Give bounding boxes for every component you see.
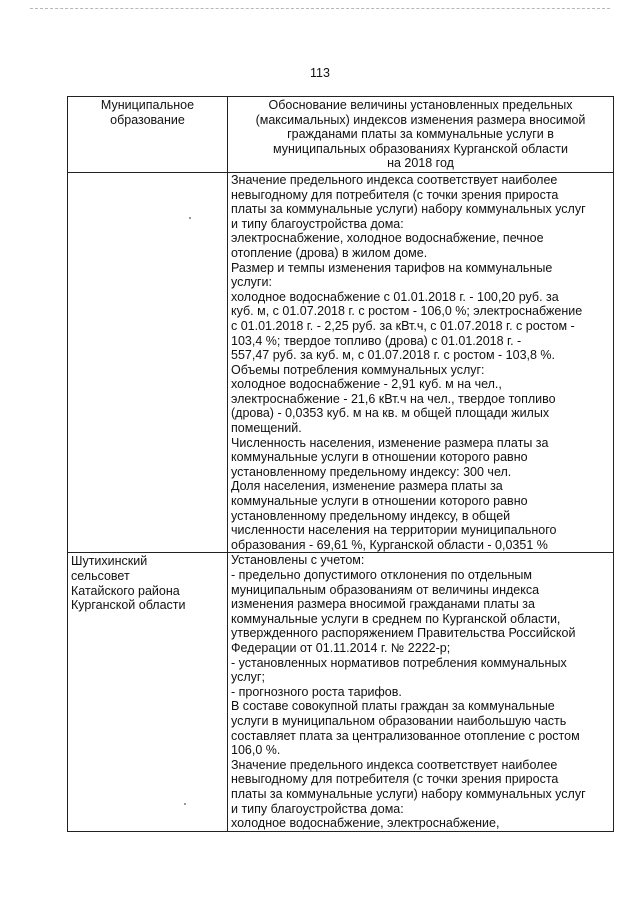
- header-justification-text: Обоснование величины установленных предельных (максимальных) индексов изменения размера вносимой гражданами платы за коммунальные услуги в муниципальных образованиях Курганской области на 2018 год: [255, 98, 586, 171]
- table-row: [68, 172, 614, 552]
- paragraph: Установлены с учетом:: [231, 553, 365, 568]
- justification-table: [67, 96, 614, 832]
- scan-speck: [184, 803, 186, 805]
- header-municipality-text: Муниципальное образование: [100, 98, 195, 127]
- header-justification: [228, 97, 614, 173]
- scan-artifact-line: [30, 8, 610, 9]
- paragraph: Размер и темпы изменения тарифов на коммунальные услуги:: [231, 260, 553, 290]
- paragraph: Численность населения, изменение размера платы за коммунальные услуги в отношении которого равно установленному предельному индексу: 300 чел.: [231, 435, 549, 479]
- paragraph: - предельно допустимого отклонения по отдельным муниципальным образованиям от величины индекса изменения размера вносимой гражданами платы за коммунальные услуги в среднем по Курганской области, утвержденного распоряжением Правительства Российской Федерации от 01.11.2014 г. № 2222-р;: [231, 568, 576, 655]
- municipality-cell: [68, 553, 228, 831]
- paragraph: холодное водоснабжение с 01.01.2018 г. - 100,20 руб. за куб. м, с 01.07.2018 г. с ростом - 106,0 %; электроснабжение с 01.01.2018 г. - 2,25 руб. за кВт.ч, с 01.07.2018 г. с ростом - 103,4 %; твердое топливо (дрова) с 01.01.2018 г. - 557,47 руб. за куб. м, с 01.07.2018 г. с ростом - 103,8 %.: [231, 289, 583, 363]
- paragraph: В составе совокупной платы граждан за коммунальные услуги в муниципальном образовании наибольшую часть составляет плата за централизованное отопление с ростом 106,0 %.: [231, 699, 580, 758]
- paragraph: - прогнозного роста тарифов.: [231, 684, 402, 699]
- paragraph: Значение предельного индекса соответствует наиболее невыгодному для потребителя (с точки зрения прироста платы за коммунальные услуги) набору коммунальных услуг и типу благоустройства дома:: [231, 757, 586, 816]
- municipality-cell: [68, 172, 228, 552]
- paragraph: Доля населения, изменение размера платы за коммунальные услуги в отношении которого равно установленному предельному индексу, в общей численности населения на территории муниципального образования - 69,61 %, Курганской области - 0,0351 %: [231, 479, 557, 552]
- municipality-name: Шутихинский сельсовет Катайского района Курганской области: [71, 554, 186, 613]
- paragraph: холодное водоснабжение, электроснабжение,: [231, 816, 500, 831]
- paragraph: Объемы потребления коммунальных услуг:: [231, 362, 485, 377]
- table-row: [68, 553, 614, 831]
- table-header-row: [68, 97, 614, 173]
- paragraph: Значение предельного индекса соответствует наиболее невыгодному для потребителя (с точки зрения прироста платы за коммунальные услуги) набору коммунальных услуг и типу благоустройства дома:: [231, 172, 586, 231]
- scan-speck: [189, 217, 191, 219]
- header-municipality: [68, 97, 228, 173]
- municipality-name: [71, 173, 224, 174]
- justification-cell: [228, 172, 614, 552]
- page-number: 113: [310, 66, 330, 80]
- paragraph: холодное водоснабжение - 2,91 куб. м на чел., электроснабжение - 21,6 кВт.ч на чел., твердое топливо (дрова) - 0,0353 куб. м на кв. м общей площади жилых помещений.: [231, 377, 556, 436]
- paragraph: - установленных нормативов потребления коммунальных услуг;: [231, 655, 567, 685]
- justification-cell: [228, 553, 614, 831]
- paragraph: электроснабжение, холодное водоснабжение, печное отопление (дрова) в жилом доме.: [231, 231, 544, 260]
